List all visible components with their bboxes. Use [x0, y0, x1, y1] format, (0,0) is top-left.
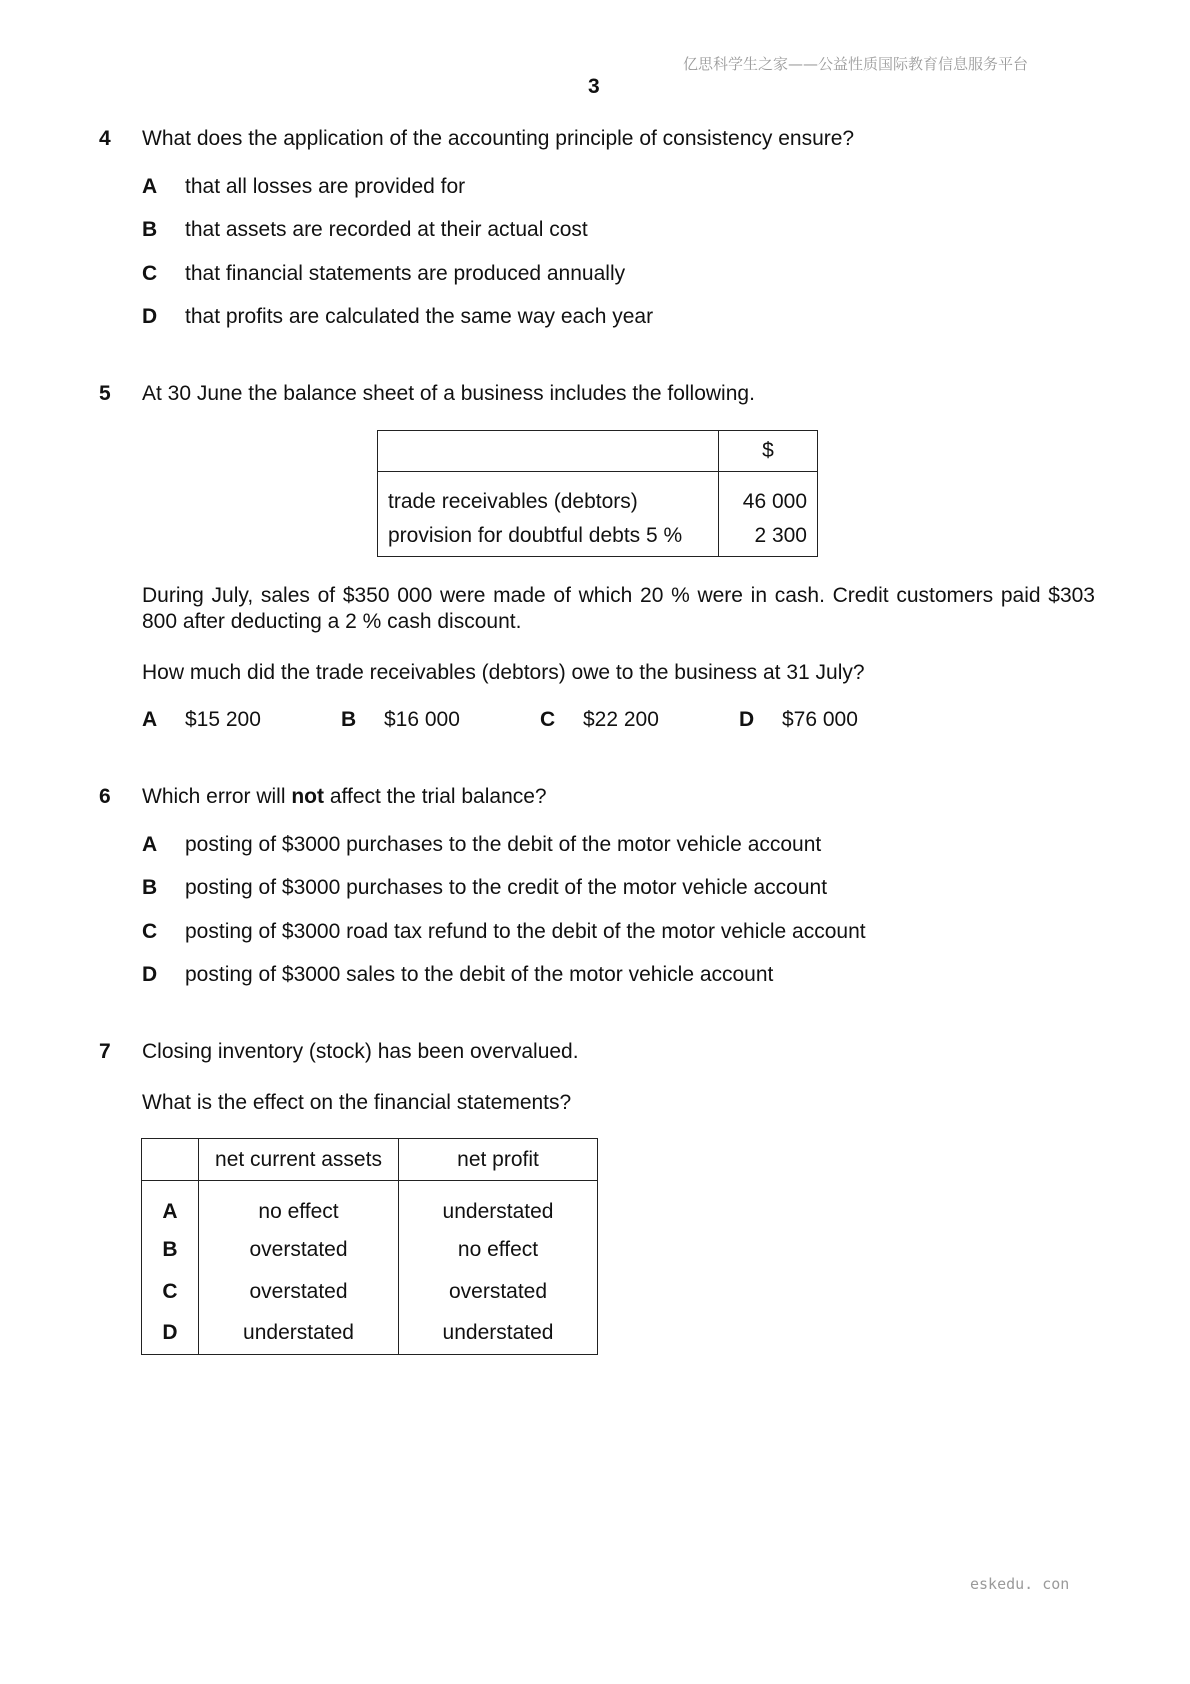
table-header-row — [378, 431, 818, 472]
option-letter: A — [142, 708, 158, 731]
table-header-cell — [378, 431, 719, 472]
table-cell: overstated — [199, 1229, 399, 1271]
option-letter: C — [540, 708, 556, 731]
option-letter: B — [142, 218, 158, 241]
option-text: posting of $3000 road tax refund to the debit of the motor vehicle account — [185, 920, 866, 943]
option-text: posting of $3000 purchases to the credit of the motor vehicle account — [185, 876, 828, 899]
table-header-cell: net current assets — [199, 1139, 399, 1181]
option-letter: D — [142, 305, 158, 328]
option-letter: B — [341, 708, 357, 731]
table-cell: understated — [199, 1313, 399, 1355]
question-number: 7 — [99, 1040, 111, 1063]
table-cell: trade receivables (debtors) — [378, 472, 719, 517]
table-header-cell: $ — [719, 431, 818, 472]
question-text-after: affect the trial balance? — [324, 785, 547, 808]
option-text: posting of $3000 sales to the debit of the motor vehicle account — [185, 963, 774, 986]
table-header-row — [142, 1139, 598, 1181]
table-row — [142, 1181, 598, 1229]
option-letter: A — [142, 833, 158, 856]
question-text — [142, 786, 547, 807]
question-prompt: How much did the trade receivables (debtors) owe to the business at 31 July? — [142, 661, 865, 684]
table-cell: 2 300 — [719, 517, 818, 557]
option-text: $76 000 — [782, 708, 858, 731]
table-row — [142, 1313, 598, 1355]
option-letter: B — [142, 876, 158, 899]
table-cell: understated — [399, 1181, 598, 1229]
page-number: 3 — [588, 75, 600, 98]
option-text: $22 200 — [583, 708, 659, 731]
question-number: 5 — [99, 382, 111, 405]
table-cell: no effect — [399, 1229, 598, 1271]
effects-table — [141, 1138, 598, 1355]
table-cell: provision for doubtful debts 5 % — [378, 517, 719, 557]
option-text: that profits are calculated the same way each year — [185, 305, 654, 328]
table-header-cell — [142, 1139, 199, 1181]
table-cell: overstated — [199, 1271, 399, 1313]
option-text: that assets are recorded at their actual cost — [185, 218, 588, 241]
question-text-emphasis: not — [291, 785, 325, 808]
question-number: 4 — [99, 127, 111, 150]
option-letter: A — [142, 175, 158, 198]
table-row — [142, 1229, 598, 1271]
question-text-before: Which error will — [142, 785, 292, 808]
table-row — [142, 1271, 598, 1313]
table-cell: B — [142, 1229, 199, 1271]
option-text: that financial statements are produced annually — [185, 262, 626, 285]
question-text: At 30 June the balance sheet of a business includes the following. — [142, 382, 755, 405]
question-text: What does the application of the accounting principle of consistency ensure? — [142, 127, 855, 150]
table-cell: no effect — [199, 1181, 399, 1229]
option-text: $16 000 — [384, 708, 460, 731]
option-text: $15 200 — [185, 708, 261, 731]
table-header-cell: net profit — [399, 1139, 598, 1181]
table-cell: C — [142, 1271, 199, 1313]
option-letter: D — [142, 963, 158, 986]
table-cell: understated — [399, 1313, 598, 1355]
option-text: posting of $3000 purchases to the debit of the motor vehicle account — [185, 833, 822, 856]
table-row — [378, 517, 818, 557]
balance-sheet-table — [377, 430, 818, 557]
table-cell: overstated — [399, 1271, 598, 1313]
table-cell: A — [142, 1181, 199, 1229]
question-text: Closing inventory (stock) has been overvalued. — [142, 1040, 579, 1063]
option-letter: C — [142, 262, 158, 285]
question-number: 6 — [99, 785, 111, 808]
option-text: that all losses are provided for — [185, 175, 466, 198]
table-row — [378, 472, 818, 517]
question-paragraph: During July, sales of $350 000 were made of which 20 % were in cash. Credit customers paid $303 800 after deducting a 2 % cash discount. — [142, 584, 1095, 633]
option-letter: D — [739, 708, 755, 731]
footer-site-text: eskedu. con — [970, 1575, 1070, 1593]
table-cell: D — [142, 1313, 199, 1355]
table-cell: 46 000 — [719, 472, 818, 517]
question-prompt: What is the effect on the financial statements? — [142, 1091, 572, 1114]
option-letter: C — [142, 920, 158, 943]
watermark-text: 亿思科学生之家——公益性质国际教育信息服务平台 — [683, 55, 1029, 73]
